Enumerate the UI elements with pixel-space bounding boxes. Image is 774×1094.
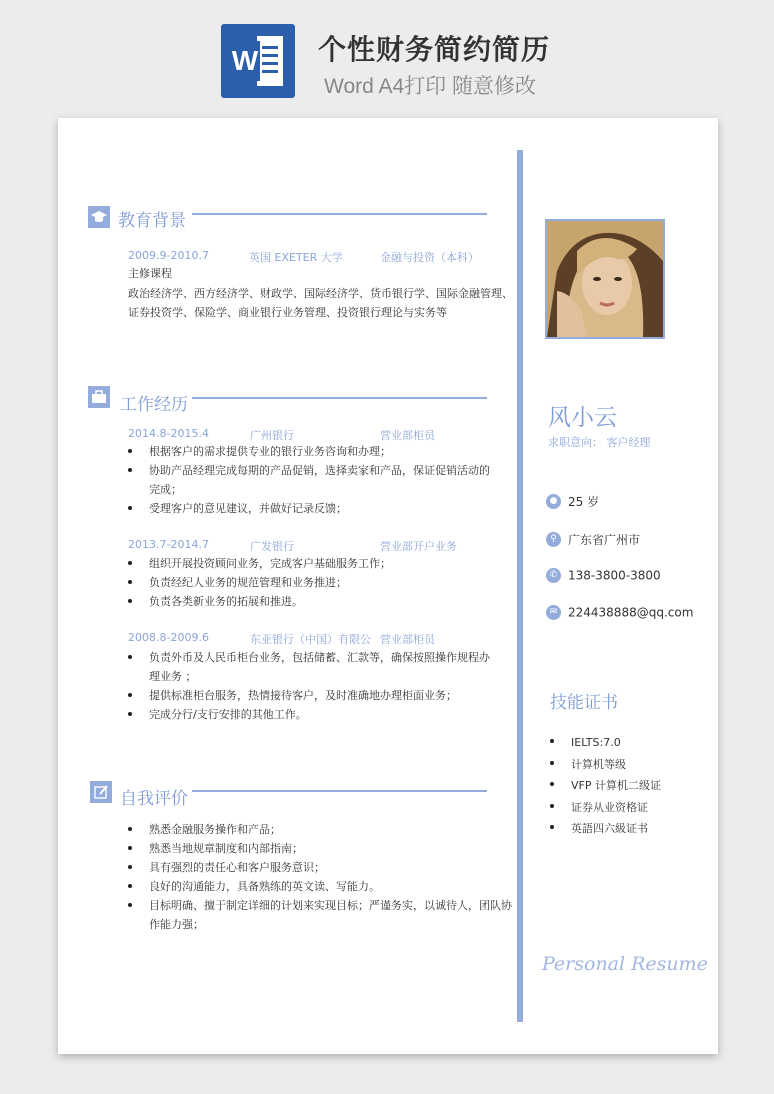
page-title: 个性财务简约简历	[318, 33, 551, 66]
personal-resume-script: Personal Resume	[542, 953, 708, 975]
education-title: 教育背景	[118, 211, 186, 231]
avatar	[545, 219, 665, 339]
education-date: 2009.9-2010.7	[128, 249, 209, 262]
list-item: 熟悉金融服务操作和产品；	[128, 820, 512, 839]
work-title: 工作经历	[120, 395, 188, 415]
skills-list	[550, 732, 710, 840]
education-major: 金融与投资（本科）	[380, 251, 479, 264]
list-item: 协助产品经理完成每期的产品促销，选择卖家和产品，保证促销活动的完成；	[128, 461, 500, 499]
location-row	[546, 531, 640, 548]
list-item: 组织开展投资顾问业务，完成客户基础服务工作；	[128, 554, 500, 573]
edit-icon	[90, 781, 112, 803]
list-item: 负责外币及人民币柜台业务，包括储蓄、汇款等，确保按照操作规程办理业务 ；	[128, 648, 500, 686]
education-school: 英国 EXETER 大学	[249, 251, 343, 264]
courses-label: 主修课程	[128, 267, 172, 280]
list-item: 完成分行/支行安排的其他工作。	[128, 705, 500, 724]
list-item: 负责经纪人业务的规范管理和业务推进；	[128, 573, 500, 592]
list-item: 英語四六級证书	[550, 818, 710, 840]
job-duties	[128, 442, 500, 518]
header	[0, 0, 774, 118]
self-eval-list	[128, 820, 512, 934]
age-value: 25 岁	[568, 495, 600, 509]
phone-value: 138-3800-3800	[568, 568, 661, 583]
word-icon	[221, 24, 295, 98]
courses-line: 政治经济学、西方经济学、财政学、国际经济学、货币银行学、国际金融管理、	[128, 287, 513, 300]
list-item: 负责各类新业务的拓展和推进。	[128, 592, 500, 611]
email-value: 224438888@qq.com	[568, 605, 694, 620]
location-value: 广东省广州市	[568, 533, 641, 547]
job-position: 营业部柜员	[380, 633, 435, 646]
job-date: 2013.7-2014.7	[128, 538, 209, 551]
list-item: 目标明确、擅于制定详细的计划来实现目标；严谨务实，以诚待人，团队协作能力强；	[128, 896, 512, 934]
location-pin-icon: ⚲	[546, 532, 561, 547]
list-item: 计算机等级	[550, 754, 710, 776]
list-item: VFP 计算机二级证	[550, 775, 710, 797]
vertical-divider	[517, 150, 523, 1022]
job-intent: 求职意向： 客户经理	[548, 436, 651, 449]
phone-row	[546, 568, 661, 583]
job-company: 广州银行	[250, 429, 294, 442]
mail-icon: ✉	[546, 605, 561, 620]
skills-title: 技能证书	[550, 693, 618, 713]
list-item: 熟悉当地规章制度和内部指南；	[128, 839, 512, 858]
job-company: 东亚银行（中国）有限公	[250, 633, 371, 646]
resume-page	[58, 118, 718, 1054]
list-item: 良好的沟通能力，具备熟练的英文读、写能力。	[128, 877, 512, 896]
self-eval-title: 自我评价	[120, 789, 188, 809]
profile-name: 风小云	[548, 405, 617, 431]
job-position: 营业部柜员	[380, 429, 435, 442]
job-company: 广发银行	[250, 540, 294, 553]
word-icon-letter: W	[230, 41, 260, 81]
job-duties	[128, 648, 500, 724]
page-subtitle: Word A4打印 随意修改	[324, 75, 536, 98]
age-row	[546, 493, 599, 510]
phone-icon: ✆	[546, 568, 561, 583]
list-item: 根据客户的需求提供专业的银行业务咨询和办理；	[128, 442, 500, 461]
list-item: 受理客户的意见建议，并做好记录反馈；	[128, 499, 500, 518]
list-item: 提供标准柜台服务，热情接待客户，及时准确地办理柜面业务；	[128, 686, 500, 705]
graduation-cap-icon	[88, 206, 110, 228]
job-duties	[128, 554, 500, 611]
list-item: 具有强烈的责任心和客户服务意识；	[128, 858, 512, 877]
job-date: 2014.8-2015.4	[128, 427, 209, 440]
education-line	[192, 213, 487, 215]
briefcase-icon	[88, 386, 110, 408]
list-item: IELTS:7.0	[550, 732, 710, 754]
person-icon: ●	[546, 494, 561, 509]
job-date: 2008.8-2009.6	[128, 631, 209, 644]
courses-line: 证券投资学、保险学、商业银行业务管理、投资银行理论与实务等	[128, 306, 447, 319]
job-position: 营业部开户业务	[380, 540, 457, 553]
work-line	[192, 397, 487, 399]
list-item: 证券从业资格证	[550, 797, 710, 819]
email-row	[546, 605, 693, 620]
self-eval-line	[192, 790, 487, 792]
